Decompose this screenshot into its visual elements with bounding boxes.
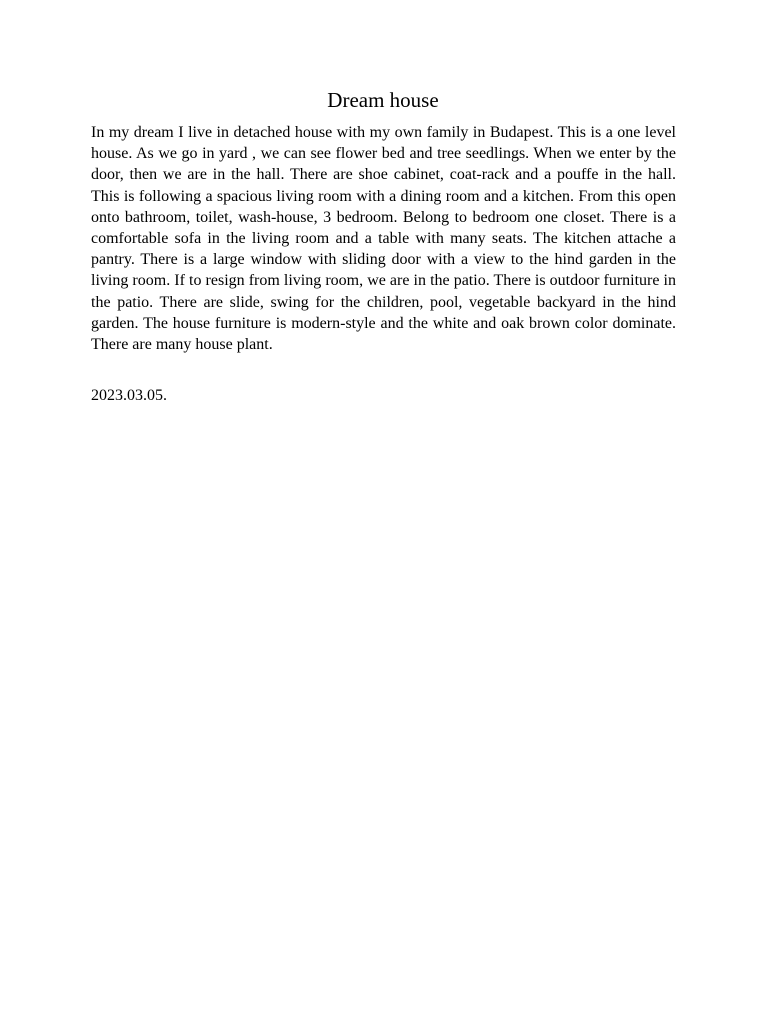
document-date: 2023.03.05. — [91, 387, 167, 404]
document-body-paragraph: In my dream I live in detached house with my own family in Budapest. This is a one level house. As we go in yard , we can see flower bed and tree seedlings. When we enter by the door, then we are in the hall. There are shoe cabinet, coat-rack and a pouffe in the hall. This is following a spacious living room with a dining room and a kitchen. From this open onto bathroom, toilet, wash-house, 3 bedroom. Belong to bedroom one closet. There is a comfortable sofa in the living room and a table with many seats. The kitchen attache a pantry. There is a large window with sliding door with a view to the hind garden in the living room. If to resign from living room, we are in the patio. There is outdoor furniture in the patio. There are slide, swing for the children, pool, vegetable backyard in the hind garden. The house furniture is modern-style and the white and oak brown color dominate. There are many house plant. — [91, 124, 676, 354]
document-title: Dream house — [327, 88, 439, 112]
